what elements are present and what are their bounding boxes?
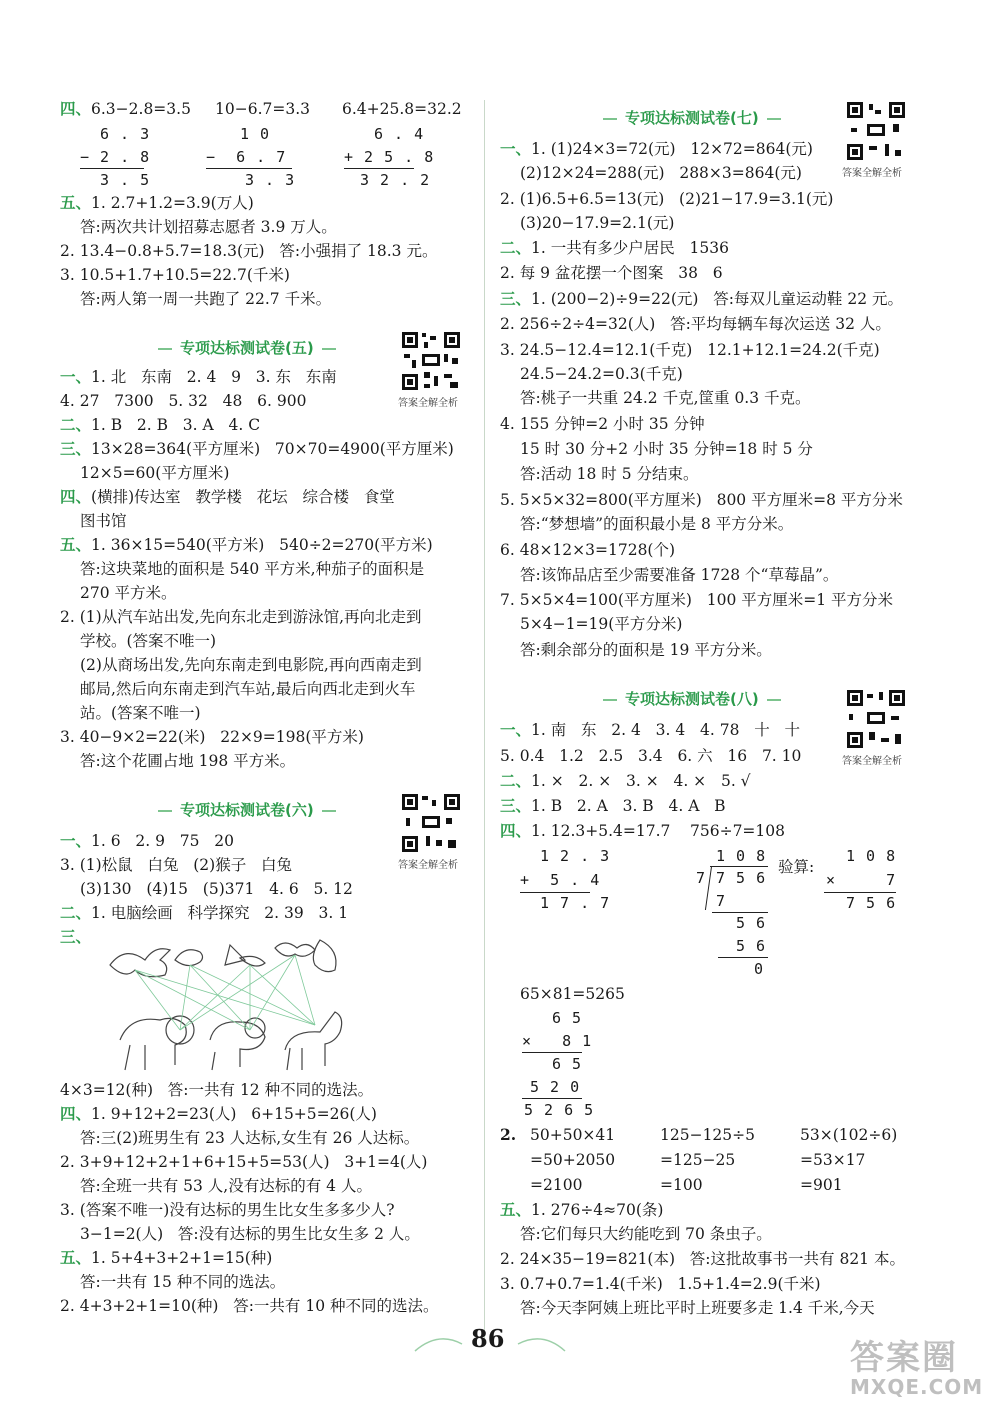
watermark-logo: 答案圈: [850, 1338, 958, 1378]
answer-text: 1. 电脑绘画 科学探究 2. 39 3. 1: [91, 904, 349, 922]
vertical-calc: 1 2 . 3: [540, 847, 611, 865]
t5-l6: [60, 487, 395, 507]
division-step: 5 6: [736, 914, 767, 932]
qr-code-icon[interactable]: [845, 100, 907, 162]
division-dividend: 7 5 6: [716, 869, 767, 887]
section-head: 四、: [500, 822, 532, 840]
expression: =125−25: [660, 1151, 736, 1169]
t8-l4: [500, 796, 726, 816]
section-head: 五、: [60, 194, 92, 212]
vertical-calc: 7 5 6: [846, 894, 897, 912]
qr-caption: 答案全解全析: [398, 860, 458, 871]
qr-code-icon[interactable]: [400, 330, 462, 392]
calc-line: [522, 1098, 582, 1099]
answer-text: 1. 9+12+2=23(人) 6+15+5=26(人): [91, 1105, 377, 1123]
answer-text: (3)20−17.9=2.1(元): [520, 214, 675, 232]
s4-line: [60, 99, 191, 119]
vertical-calc: 1 0: [240, 125, 271, 143]
section-head: 四、: [60, 100, 92, 118]
section-head: 三、: [60, 928, 92, 946]
answer-text: 2. (1)从汽车站出发,先向东北走到游泳馆,再向北走到: [60, 608, 422, 626]
answer-text: 1. B 2. A 3. B 4. A B: [531, 797, 726, 815]
answer-text: 4×3=12(种) 答:一共有 12 种不同的选法。: [60, 1081, 374, 1099]
section-head: 五、: [60, 1249, 92, 1267]
answer-text: (3)130 (4)15 (5)371 4. 6 5. 12: [80, 880, 353, 898]
answer-text: 3. 24.5−12.4=12.1(千克) 12.1+12.1=24.2(千克): [500, 341, 880, 359]
answer-text: 答:这块菜地的面积是 540 平方米,种茄子的面积是: [80, 560, 425, 578]
qr-caption: 答案全解全析: [398, 398, 458, 409]
answer-text: 4. 155 分钟=2 小时 35 分钟: [500, 415, 705, 433]
calc-line: [80, 168, 144, 169]
expression: =50+2050: [530, 1151, 616, 1169]
section-head: 五、: [500, 1201, 532, 1219]
answer-text: 答:“梦想墙”的面积最小是 8 平方分米。: [520, 515, 794, 533]
bird-icon: [313, 940, 336, 972]
answer-text: 1. B 2. B 3. A 4. C: [91, 416, 261, 434]
t6-l4: [60, 903, 348, 923]
matching-lines: [135, 955, 315, 1030]
vertical-calc: 1 7 . 7: [540, 894, 611, 912]
answer-text: (2)12×24=288(元) 288×3=864(元): [520, 164, 802, 182]
vertical-calc: − 6 . 7: [206, 148, 287, 166]
answer-text: 1. 2.7+1.2=3.9(万人): [91, 194, 254, 212]
t6-l1: [60, 831, 234, 851]
answer-text: 5. 0.4 1.2 2.5 3.4 6. 六 16 7. 10: [500, 747, 802, 765]
section-head: 一、: [500, 721, 532, 739]
answer-text: 2. 3+9+12+2+1+6+15+5=53(人) 3+1=4(人): [60, 1153, 428, 1171]
equation: 10−6.7=3.3: [215, 100, 310, 118]
vertical-calc: 6 5: [552, 1009, 583, 1027]
expression: 50+50×41: [530, 1126, 616, 1144]
answer-text: 2. 每 9 盆花摆一个图案 38 6: [500, 264, 723, 282]
column-divider: [484, 100, 485, 1340]
t8-l1: [500, 720, 800, 740]
watermark: [850, 1340, 983, 1398]
t8-l6: [500, 1200, 663, 1220]
calc-line: [718, 957, 768, 958]
footer-decoration-right: [515, 1326, 570, 1356]
answer-text: 答:该饰品店至少需要准备 1728 个“草莓晶”。: [520, 566, 839, 584]
t7-l7: [500, 289, 903, 309]
vertical-calc: × 8 1: [522, 1032, 593, 1050]
answer-text: 1. 5+4+3+2+1=15(种): [91, 1249, 273, 1267]
answer-text: 答:两次共计划招募志愿者 3.9 万人。: [80, 218, 337, 236]
horse-icon: [285, 1012, 342, 1070]
answer-text: 2. (1)6.5+6.5=13(元) (2)21−17.9=3.1(元): [500, 190, 834, 208]
answer-text: 2. 256÷2÷4=32(人) 答:平均每辆车每次运送 32 人。: [500, 315, 891, 333]
answer-text: 1. × 2. × 3. × 4. × 5. √: [531, 772, 751, 790]
answer-text: 5×4−1=19(平方分米): [520, 615, 683, 633]
t5-l1: [60, 367, 337, 387]
answer-text: 3. 0.7+0.7=1.4(千米) 1.5+1.4=2.9(千米): [500, 1275, 821, 1293]
answer-text: 7. 5×5×4=100(平方厘米) 100 平方厘米=1 平方分米: [500, 591, 894, 609]
qr-code-icon[interactable]: [845, 688, 907, 750]
t8-l3: [500, 771, 751, 791]
section-head: 三、: [500, 797, 532, 815]
answer-text: (横排)传达室 教学楼 花坛 综合楼 食堂: [91, 488, 395, 506]
bird-icon: [275, 943, 315, 956]
answer-text: 65×81=5265: [520, 985, 625, 1003]
calc-line: [522, 1052, 582, 1053]
section-head: 一、: [60, 368, 92, 386]
answer-text: 756÷7=108: [690, 822, 786, 840]
answer-text: 1. 6 2. 9 75 20: [91, 832, 234, 850]
vertical-calc: 5 2 6 5: [524, 1101, 595, 1119]
answer-text: 站。(答案不唯一): [80, 704, 201, 722]
section-head: 二、: [500, 772, 532, 790]
t6-l7: [60, 1104, 377, 1124]
division-divisor: 7: [696, 869, 707, 887]
vertical-calc: 6 . 4: [374, 125, 425, 143]
answer-text: 1. 12.3+5.4=17.7: [531, 822, 671, 840]
section-title: 专项达标测试卷(七): [625, 109, 759, 127]
section-title: 专项达标测试卷(五): [180, 339, 314, 357]
section-title: 专项达标测试卷(六): [180, 801, 314, 819]
answer-text: 2. 24×35−19=821(本) 答:这批故事书一共有 821 本。: [500, 1250, 905, 1268]
matching-illustration: [90, 930, 370, 1080]
vertical-calc: + 5 . 4: [520, 871, 601, 889]
vertical-calc: 3 . 3: [245, 171, 296, 189]
vertical-calc: 1 0 8: [846, 847, 897, 865]
answer-text: 3. (1)松鼠 白兔 (2)猴子 白兔: [60, 856, 292, 874]
check-label: 验算:: [778, 858, 815, 876]
answer-text: 1. (1)24×3=72(元) 12×72=864(元): [531, 140, 813, 158]
answer-text: 1. 北 东南 2. 4 9 3. 东 东南: [91, 368, 337, 386]
answer-text: 答:三(2)班男生有 23 人达标,女生有 26 人达标。: [80, 1129, 420, 1147]
question-number: 2.: [500, 1125, 517, 1144]
vertical-calc: 3 2 . 2: [360, 171, 431, 189]
bird-icon: [175, 950, 203, 966]
answer-text: 6. 48×12×3=1728(个): [500, 541, 676, 559]
equation: 6.4+25.8=32.2: [342, 100, 462, 118]
answer-text: 图书馆: [80, 512, 127, 530]
vertical-calc: 5 2 0: [530, 1078, 581, 1096]
section-head: 一、: [60, 832, 92, 850]
section-head: 四、: [60, 488, 92, 506]
watermark-url: MXQE.COM: [850, 1375, 984, 1399]
calc-line: [206, 168, 292, 169]
answer-text: 答:它们每只大约能吃到 70 条虫子。: [520, 1225, 772, 1243]
expression: =2100: [530, 1176, 583, 1194]
answer-text: 答:今天李阿姨上班比平时上班要多走 1.4 千米,今天: [520, 1299, 875, 1317]
lion-icon: [120, 1018, 186, 1070]
vertical-calc: 6 5: [552, 1055, 583, 1073]
qr-caption: 答案全解全析: [842, 168, 902, 179]
answer-text: 12×5=60(平方厘米): [80, 464, 230, 482]
qr-code-icon[interactable]: [400, 792, 462, 854]
section-head: 二、: [500, 239, 532, 257]
answer-text: 答:活动 18 时 5 分结束。: [520, 465, 699, 483]
expression: =100: [660, 1176, 703, 1194]
calc-line: [344, 168, 414, 169]
vertical-calc: − 2 . 8: [80, 148, 151, 166]
answer-text: 3. (答案不唯一)没有达标的男生比女生多多少人?: [60, 1201, 395, 1219]
calc-line: [710, 866, 768, 867]
answer-text: 5. 5×5×32=800(平方厘米) 800 平方厘米=8 平方分米: [500, 491, 903, 509]
t5-l8: [60, 535, 433, 555]
section-head: 二、: [60, 904, 92, 922]
section-head: 三、: [60, 440, 92, 458]
section-title: 专项达标测试卷(八): [625, 690, 759, 708]
t5-l3: [60, 415, 260, 435]
section-head: 五、: [60, 536, 92, 554]
answer-text: 1. 南 东 2. 4 3. 4 4. 78 十 十: [531, 721, 801, 739]
t7-l5: [500, 238, 729, 258]
answer-text: 1. (200−2)÷9=22(元) 答:每双儿童运动鞋 22 元。: [531, 290, 903, 308]
t6-l13: [60, 1248, 272, 1268]
division-quotient: 1 0 8: [716, 847, 767, 865]
vertical-calc: 3 . 5: [100, 171, 151, 189]
t5-l4: [60, 439, 454, 459]
answer-text: 答:剩余部分的面积是 19 平方分米。: [520, 641, 772, 659]
vertical-calc: × 7: [826, 871, 897, 889]
answer-text: 邮局,然后向东南走到汽车站,最后向西北走到火车: [80, 680, 416, 698]
answer-text: 13×28=364(平方厘米) 70×70=4900(平方厘米): [91, 440, 454, 458]
section-head: 三、: [500, 290, 532, 308]
expression: 125−125÷5: [660, 1126, 756, 1144]
vertical-calc: 6 . 3: [100, 125, 151, 143]
t8-l5: [500, 821, 670, 841]
answer-text: (2)从商场出发,先向东南走到电影院,再向西南走到: [80, 656, 422, 674]
answer-text: 2. 13.4−0.8+5.7=18.3(元) 答:小强捐了 18.3 元。: [60, 242, 438, 260]
answer-text: 学校。(答案不唯一): [80, 632, 217, 650]
vertical-calc: + 2 5 . 8: [344, 148, 435, 166]
section-head: 四、: [60, 1105, 92, 1123]
s5-line: [60, 193, 254, 213]
section-head: 一、: [500, 140, 532, 158]
sheep-icon: [210, 1022, 265, 1070]
answer-text: 1. 276÷4≈70(条): [531, 1201, 664, 1219]
expression: =901: [800, 1176, 843, 1194]
answer-text: 4. 27 7300 5. 32 48 6. 900: [60, 392, 307, 410]
answer-text: 3. 40−9×2=22(米) 22×9=198(平方米): [60, 728, 364, 746]
section-head: 二、: [60, 416, 92, 434]
division-step: 7: [716, 892, 727, 910]
answer-text: 24.5−24.2=0.3(千克): [520, 365, 683, 383]
answer-text: 答:这个花圃占地 198 平方米。: [80, 752, 296, 770]
division-step: 5 6: [736, 937, 767, 955]
answer-text: 270 平方米。: [80, 584, 177, 602]
answer-text: 1. 36×15=540(平方米) 540÷2=270(平方米): [91, 536, 433, 554]
answer-text: 3. 10.5+1.7+10.5=22.7(千米): [60, 266, 290, 284]
qr-caption: 答案全解全析: [842, 756, 902, 767]
answer-text: 答:全班一共有 53 人,没有达标的有 4 人。: [80, 1177, 372, 1195]
answer-text: 15 时 30 分+2 小时 35 分钟=18 时 5 分: [520, 440, 813, 458]
answer-text: 2. 4+3+2+1=10(种) 答:一共有 10 种不同的选法。: [60, 1297, 439, 1315]
answer-text: 答:桃子一共重 24.2 千克,筐重 0.3 千克。: [520, 389, 811, 407]
answer-text: 3−1=2(人) 答:没有达标的男生比女生多 2 人。: [80, 1225, 420, 1243]
t6-l5: [60, 927, 91, 947]
t7-l1: [500, 139, 813, 159]
expression: 53×(102÷6): [800, 1126, 898, 1144]
answer-text: 答:一共有 15 种不同的选法。: [80, 1273, 286, 1291]
footer-decoration-left: [410, 1326, 465, 1356]
equation: 6.3−2.8=3.5: [91, 100, 191, 118]
expression: =53×17: [800, 1151, 866, 1169]
page-number: 86: [471, 1324, 505, 1353]
answer-text: 1. 一共有多少户居民 1536: [531, 239, 729, 257]
division-step: 0: [754, 960, 765, 978]
bird-icon: [225, 945, 265, 966]
answer-text: 答:两人第一周一共跑了 22.7 千米。: [80, 290, 332, 308]
